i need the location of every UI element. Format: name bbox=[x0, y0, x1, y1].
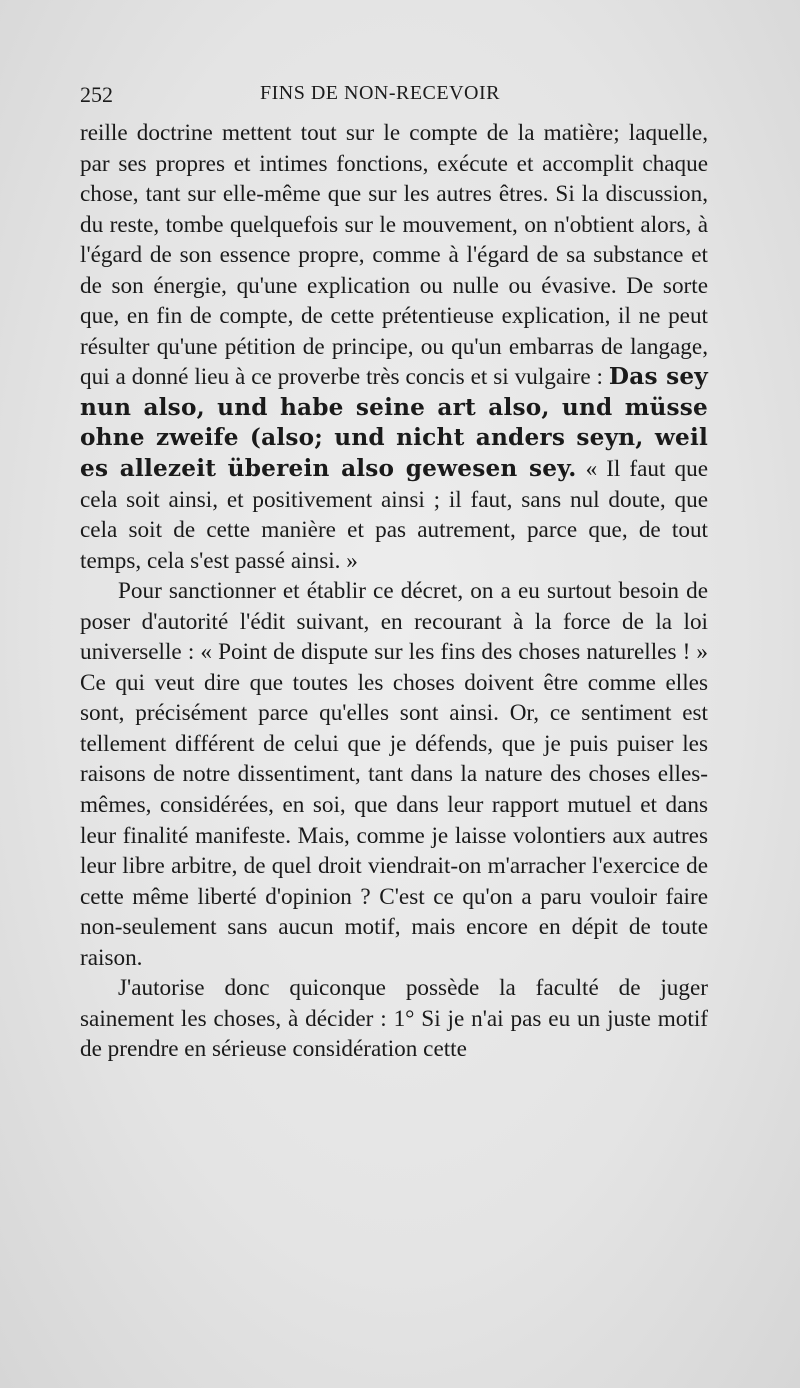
german-proverb: Das sey nun also, und habe seine art also, und müsse ohne zweife (also; und nicht anders seyn, weil es allezeit überein also gewesen sey. bbox=[80, 363, 708, 483]
paragraph-1-text: reille doctrine mettent tout sur le compte de la matière; laquelle, par ses propres et intimes fonctions, exécute et accomplit chaque chose, tant sur elle-même que sur les autres êtres. Si la discussion, du reste, tombe quelquefois sur le mouvement, on n'obtient alors, à l'égard de son essence propre, comme à l'égard de sa substance et de son énergie, qu'une explication ou nulle ou évasive. De sorte que, en fin de compte, de cette prétentieuse explication, il ne peut résulter qu'une pétition de principe, ou qu'un embarras de langage, qui a donné lieu à ce proverbe très concis et si vulgaire : bbox=[80, 120, 708, 391]
paragraph-3: J'autorise donc quiconque possède la faculté de juger sainement les choses, à décider : 1° Si je n'ai pas eu un juste motif de prendre en sérieuse considération cette bbox=[80, 975, 708, 1063]
paragraph-2: Pour sanctionner et établir ce décret, on a eu surtout besoin de poser d'autorité l'édit suivant, en recourant à la force de la loi universelle : « Point de dispute sur les fins des choses naturelles ! » Ce qui veut dire que toutes les choses doivent être comme elles sont, précisément parce qu'elles sont ainsi. Or, ce sentiment est tellement différent de celui que je défends, que je puis puiser les raisons de notre dissentiment, tant dans la nature des choses elles-mêmes, considérées, en soi, que dans leur rapport mutuel et dans leur finalité manifeste. Mais, comme je laisse volontiers aux autres leur libre arbitre, de quel droit viendrait-on m'arracher l'exercice de cette même liberté d'opinion ? C'est ce qu'on a paru vouloir faire non-seulement sans aucun motif, mais encore en dépit de toute raison. bbox=[80, 578, 708, 971]
page-number: 252 bbox=[80, 82, 113, 107]
body-text bbox=[80, 118, 708, 1065]
paragraph-1-translation: « Il faut que cela soit ainsi, et positivement ainsi ; il faut, sans nul doute, que cela soit de cette manière et pas autrement, parce que, de tout temps, cela s'est passé ainsi. » bbox=[80, 456, 708, 574]
running-head bbox=[80, 82, 700, 112]
running-title: FINS DE NON-RECEVOIR bbox=[260, 82, 500, 104]
paragraph-1 bbox=[80, 118, 708, 576]
